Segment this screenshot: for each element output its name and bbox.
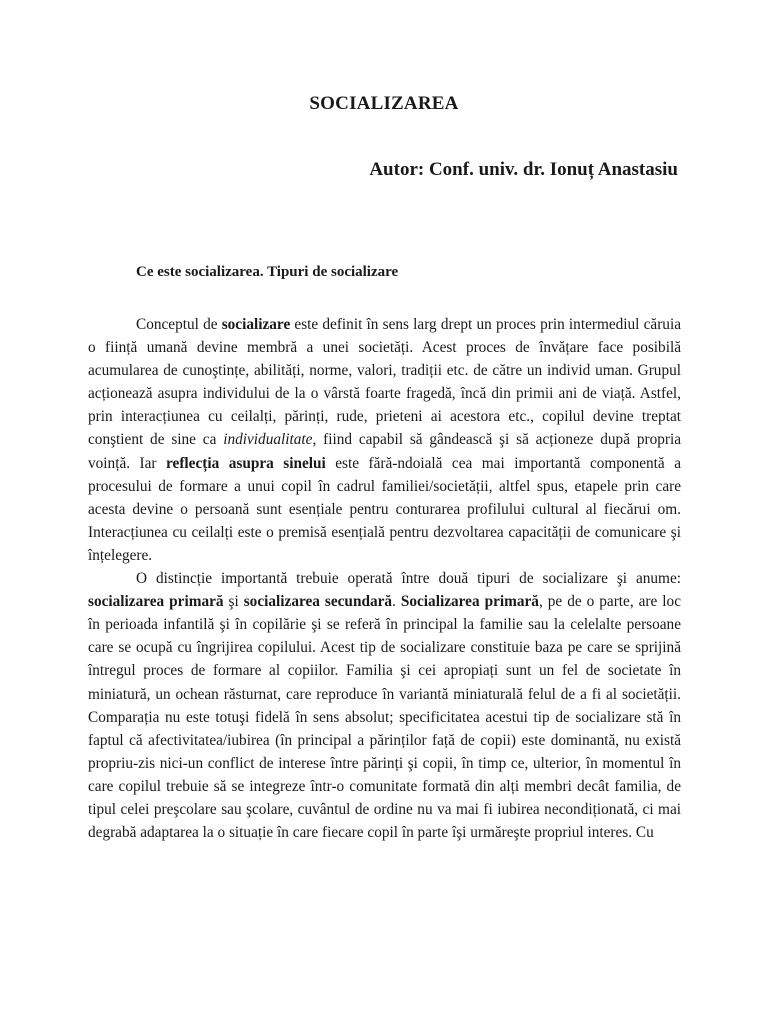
bold-term-socializarea-primara: socializarea primară bbox=[88, 593, 224, 611]
bold-term-socializarea-secundara: socializarea secundară bbox=[243, 593, 393, 611]
text-span: , pe de o parte, are loc în perioada infantilă şi în copilărie şi se referă în principal la familie sau la celelalte persoane care se ocupă cu îngrijirea copilului. Acest tip de socializare constituie baza pe care se sprijină întregul proces de formare al copiilor. Familia şi cei apropiați sunt un fel de societate în miniatură, un ochean răsturnat, care reproduce în variantă miniaturală felul de a fi al societății. Comparația nu este totuşi fidelă în sens absolut; specificitatea acestui tip de socializare stă în faptul că afectivitatea/iubirea (în principal a părinților față de copii) este dominantă, nu există propriu-zis nici-un conflict de interese între părinți şi copii, în timp ce, ulterior, în momentul în care copilul trebuie să se integreze într-o comunitate formată din alți membri decât familia, de tipul celei preşcolare sau şcolare, cuvântul de ordine nu va mai fi iubirea necondiționată, ci mai degrabă adaptarea la o situație în care fiecare copil în parte îşi urmăreşte propriul interes. Cu bbox=[88, 593, 681, 842]
author-line: Autor: Conf. univ. dr. Ionuț Anastasiu bbox=[369, 159, 678, 180]
text-span: este definit în sens larg drept un proces prin intermediul căruia o ființă umană devine membră a unei societăți. Acest proces de învățare face posibilă acumularea de cunoştințe, abilități, norme, valori, tradiții etc. de către un individ uman. Grupul acționează asupra individului de la o vârstă foarte fragedă, încă din primii ani de viață. Astfel, prin interacțiunea cu ceilalți, părinți, rude, prieteni ai acestora etc., copilul devine treptat conştient de sine ca bbox=[88, 316, 681, 449]
text-span: . bbox=[392, 593, 401, 611]
paragraph-1 bbox=[88, 313, 681, 567]
paragraph-2 bbox=[88, 567, 681, 844]
body-text bbox=[88, 313, 681, 844]
text-span: Conceptul de bbox=[136, 316, 222, 333]
document-title: SOCIALIZAREA bbox=[309, 93, 459, 114]
italic-term-individualitate: individualitate bbox=[223, 431, 313, 449]
bold-term-socializare: socializare bbox=[221, 316, 291, 333]
bold-term-socializarea-primara-2: Socializarea primară bbox=[400, 593, 539, 611]
text-span: , fiind capabil să gândească şi să acționeze după propria voință. Iar bbox=[88, 431, 682, 472]
bold-term-reflectia: reflecția asupra sinelui bbox=[166, 454, 326, 472]
text-span: este fără-ndoială cea mai importantă componentă a procesului de formare a unui copil în cadrul familiei/societății, altfel spus, etapele prin care acesta devine o persoană sunt esențiale pentru conturarea profilului cultural al fiecărui om. Interacțiunea cu ceilalți este o premisă esențială pentru dezvoltarea capacității de comunicare şi înțelegere. bbox=[88, 454, 681, 564]
text-span: O distincție importantă trebuie operată între două tipuri de socializare şi anume: bbox=[136, 570, 681, 588]
text-span: şi bbox=[223, 593, 244, 611]
section-heading: Ce este socializarea. Tipuri de socializare bbox=[136, 264, 399, 280]
